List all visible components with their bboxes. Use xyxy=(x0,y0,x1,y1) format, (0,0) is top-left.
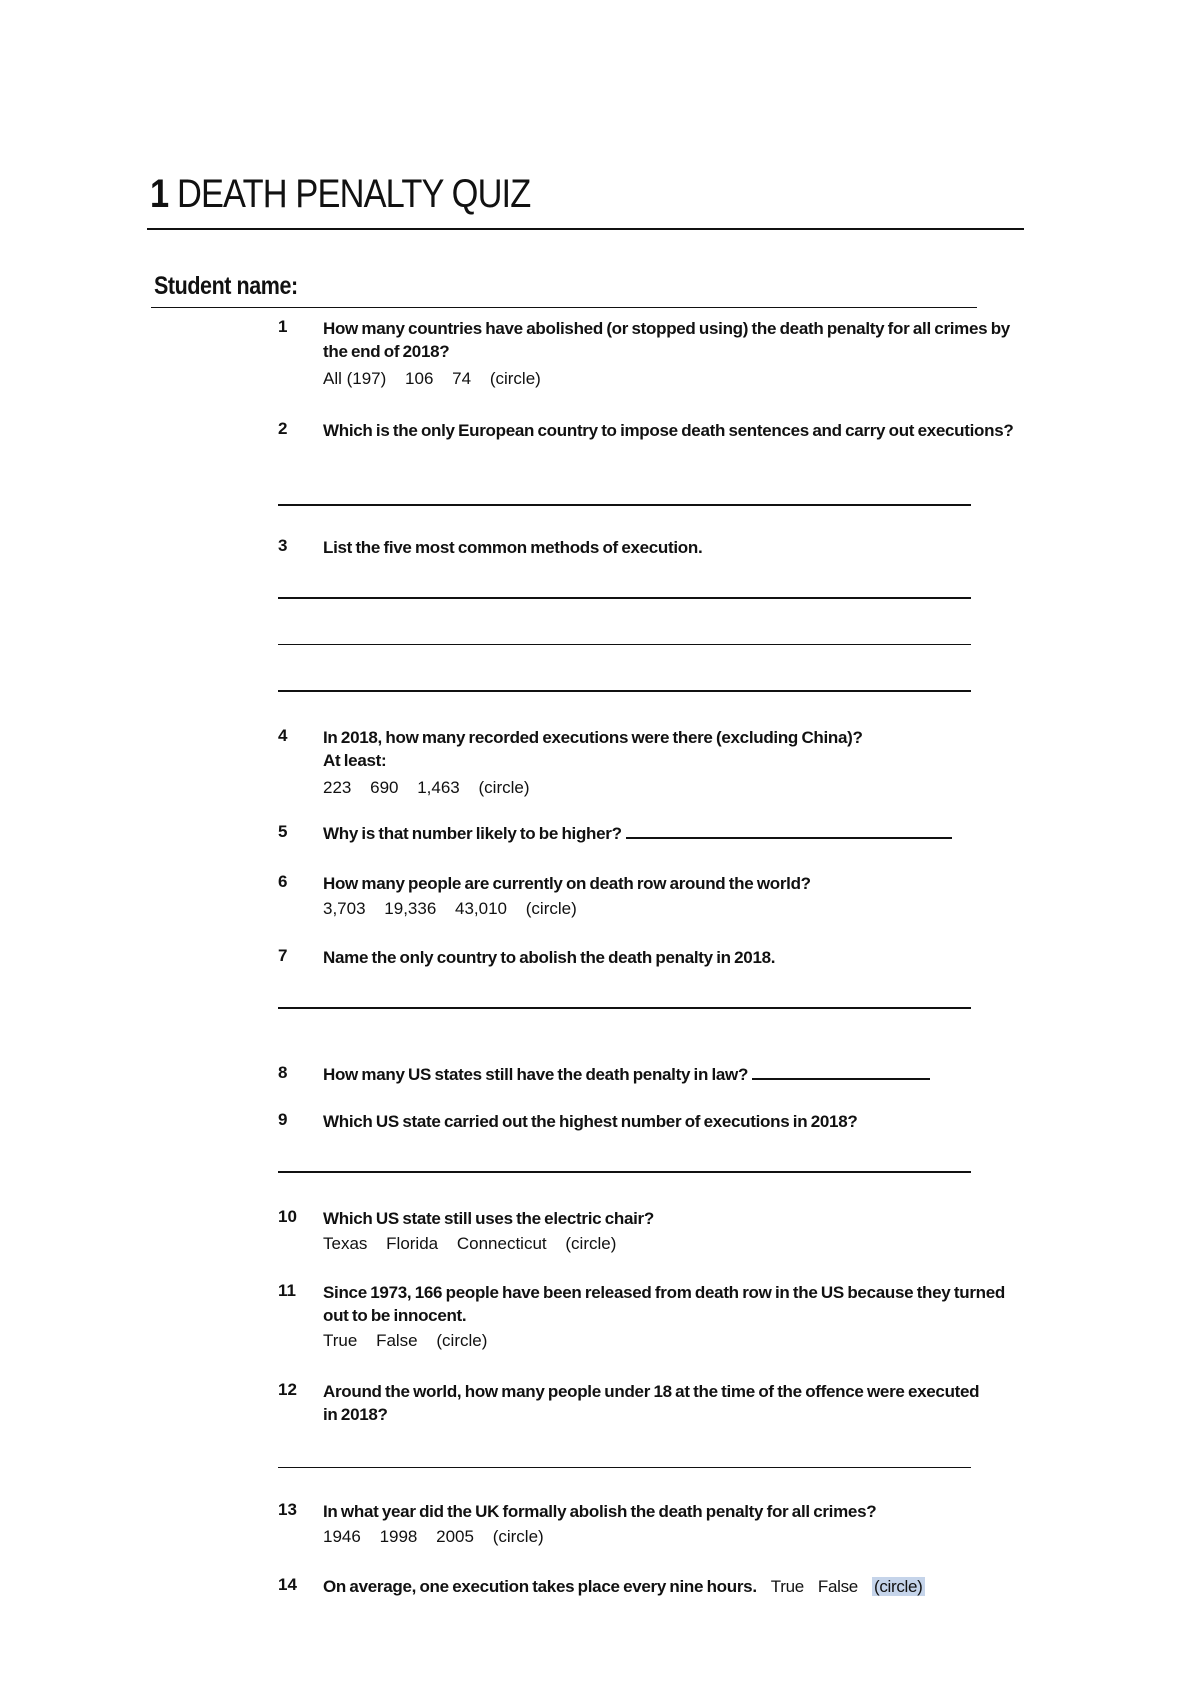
answer-options xyxy=(323,1525,1028,1548)
answer-line[interactable] xyxy=(278,1007,971,1009)
option[interactable]: 223 xyxy=(323,778,352,797)
answer-options xyxy=(323,367,1028,390)
question-number: 14 xyxy=(278,1575,297,1594)
title-divider xyxy=(147,228,1024,230)
question-text: How many people are currently on death row around the world? xyxy=(323,874,811,893)
answer-options xyxy=(323,1232,1028,1255)
option[interactable]: 1,463 xyxy=(417,778,460,797)
option-instruction: (circle) xyxy=(873,1577,923,1596)
option[interactable]: 2005 xyxy=(436,1527,474,1546)
question-subtext: At least: xyxy=(323,751,387,770)
student-name-label: Student name: xyxy=(154,272,298,300)
question-text xyxy=(323,1575,1028,1598)
question-number: 5 xyxy=(278,822,288,841)
answer-options xyxy=(323,897,1028,920)
option[interactable]: 106 xyxy=(405,369,434,388)
question-number: 10 xyxy=(278,1207,297,1226)
question-text: Since 1973, 166 people have been released from death row in the US because they turned out to be innocent. xyxy=(323,1283,1005,1325)
question-text: Name the only country to abolish the death penalty in 2018. xyxy=(323,948,776,967)
option[interactable]: True xyxy=(770,1577,804,1596)
question-text xyxy=(323,1063,1028,1086)
question-text: Which US state still uses the electric chair? xyxy=(323,1209,654,1228)
option[interactable]: 690 xyxy=(370,778,399,797)
question-number: 3 xyxy=(278,536,288,555)
question-number: 2 xyxy=(278,419,288,438)
answer-line[interactable] xyxy=(278,690,971,692)
option-instruction: (circle) xyxy=(489,369,541,388)
option-instruction: (circle) xyxy=(525,899,577,918)
question-text: Which US state carried out the highest number of executions in 2018? xyxy=(323,1112,858,1131)
question-text: How many countries have abolished (or stopped using) the death penalty for all crimes by the end of 2018? xyxy=(323,319,1010,361)
question-text: Around the world, how many people under 18 at the time of the offence were executed in 2018? xyxy=(323,1382,980,1424)
option[interactable]: Connecticut xyxy=(456,1234,547,1253)
option[interactable]: 1946 xyxy=(323,1527,361,1546)
answer-options xyxy=(323,776,1028,799)
question-number: 12 xyxy=(278,1380,297,1399)
option[interactable]: False xyxy=(817,1577,858,1596)
option[interactable]: True xyxy=(323,1331,358,1350)
option[interactable]: False xyxy=(376,1331,418,1350)
answer-line[interactable] xyxy=(278,1467,971,1468)
student-name-line[interactable] xyxy=(151,307,977,308)
answer-line[interactable] xyxy=(278,1171,971,1173)
option[interactable]: 74 xyxy=(452,369,472,388)
answer-options xyxy=(323,1329,1028,1352)
title-number: 1 xyxy=(150,172,169,216)
option[interactable]: All (197) xyxy=(323,369,387,388)
option[interactable]: Texas xyxy=(323,1234,368,1253)
answer-line[interactable] xyxy=(278,504,971,506)
question-text: In what year did the UK formally abolish the death penalty for all crimes? xyxy=(323,1502,877,1521)
question-text: In 2018, how many recorded executions were there (excluding China)? xyxy=(323,728,863,747)
question-number: 4 xyxy=(278,726,288,745)
question-text-content: How many US states still have the death penalty in law? xyxy=(323,1065,749,1084)
answer-blank[interactable] xyxy=(752,1077,930,1080)
question-number: 8 xyxy=(278,1063,288,1082)
option[interactable]: Florida xyxy=(386,1234,439,1253)
answer-line[interactable] xyxy=(278,644,971,645)
option-instruction: (circle) xyxy=(492,1527,544,1546)
question-number: 9 xyxy=(278,1110,288,1129)
question-text: Which is the only European country to impose death sentences and carry out executions? xyxy=(323,421,1014,440)
option[interactable]: 1998 xyxy=(379,1527,418,1546)
option[interactable]: 3,703 xyxy=(323,899,366,918)
option-instruction: (circle) xyxy=(478,778,530,797)
question-number: 1 xyxy=(278,317,288,336)
question-number: 7 xyxy=(278,946,288,965)
question-text xyxy=(323,822,1028,845)
question-number: 6 xyxy=(278,872,288,891)
question-text-content: On average, one execution takes place every nine hours. xyxy=(323,1577,757,1596)
question-number: 13 xyxy=(278,1500,297,1519)
question-number: 11 xyxy=(278,1281,296,1300)
title-text: DEATH PENALTY QUIZ xyxy=(176,172,531,216)
answer-options xyxy=(771,1577,939,1596)
option[interactable]: 43,010 xyxy=(455,899,508,918)
answer-blank[interactable] xyxy=(626,836,952,839)
answer-line[interactable] xyxy=(278,597,971,599)
question-text-content: Why is that number likely to be higher? xyxy=(323,824,622,843)
page-title xyxy=(150,172,530,217)
option-instruction: (circle) xyxy=(565,1234,617,1253)
question-text: List the five most common methods of execution. xyxy=(323,538,703,557)
option-instruction: (circle) xyxy=(436,1331,488,1350)
option[interactable]: 19,336 xyxy=(384,899,437,918)
